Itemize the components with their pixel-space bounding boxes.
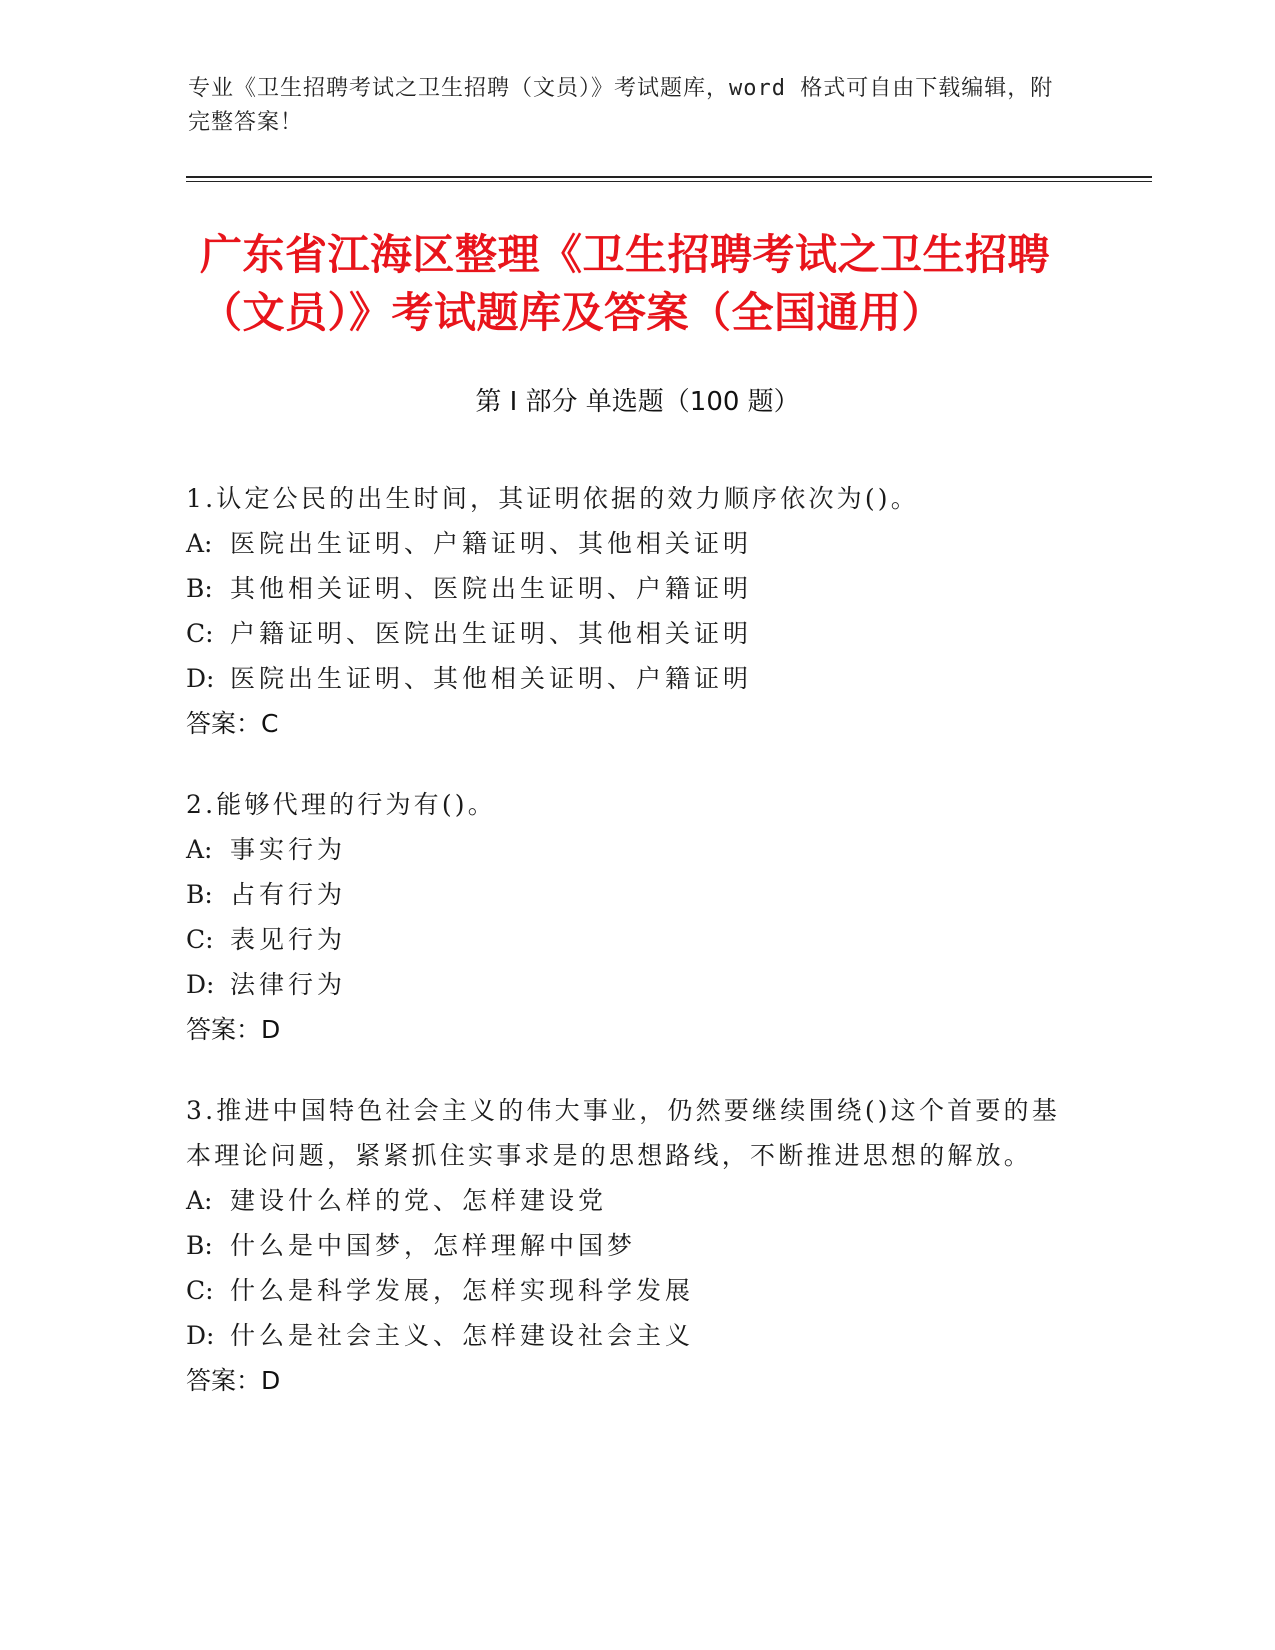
header-rule-thin — [186, 181, 1152, 182]
option-b — [186, 1223, 1066, 1268]
document-title: 广东省江海区整理《卫生招聘考试之卫生招聘（文员）》考试题库及答案（全国通用） — [200, 230, 1051, 337]
option-text: 户籍证明、医院出生证明、其他相关证明 — [230, 619, 753, 648]
option-letter: B: — [186, 880, 213, 909]
option-letter: A: — [186, 835, 213, 864]
option-text: 建设什么样的党、怎样建设党 — [230, 1186, 608, 1215]
option-letter: C: — [186, 1276, 214, 1305]
option-a — [186, 1178, 1066, 1223]
option-text: 医院出生证明、其他相关证明、户籍证明 — [230, 664, 753, 693]
option-letter: B: — [186, 574, 213, 603]
option-d — [186, 656, 1066, 701]
option-letter: D: — [186, 664, 215, 693]
question-stem: 3.推进中国特色社会主义的伟大事业，仍然要继续围绕()这个首要的基本理论问题，紧紧抓住实事求是的思想路线，不断推进思想的解放。 — [186, 1096, 1060, 1170]
option-letter: C: — [186, 925, 214, 954]
option-c — [186, 1268, 1066, 1313]
option-text: 事实行为 — [230, 835, 347, 864]
option-d — [186, 962, 1066, 1007]
answer-line: 答案：D — [186, 1015, 281, 1044]
option-letter: D: — [186, 970, 215, 999]
option-letter: B: — [186, 1231, 213, 1260]
option-c — [186, 611, 1066, 656]
option-a — [186, 827, 1066, 872]
option-c — [186, 917, 1066, 962]
option-text: 法律行为 — [230, 970, 347, 999]
option-b — [186, 872, 1066, 917]
header-rule-thick — [186, 176, 1152, 178]
option-text: 什么是科学发展，怎样实现科学发展 — [230, 1276, 695, 1305]
option-text: 什么是中国梦，怎样理解中国梦 — [230, 1231, 637, 1260]
option-letter: A: — [186, 1186, 213, 1215]
option-text: 医院出生证明、户籍证明、其他相关证明 — [230, 529, 753, 558]
answer-line: 答案：D — [186, 1366, 281, 1395]
question-3 — [186, 1088, 1066, 1403]
option-text: 其他相关证明、医院出生证明、户籍证明 — [230, 574, 753, 603]
option-b — [186, 566, 1066, 611]
option-letter: A: — [186, 529, 213, 558]
answer-line: 答案：C — [186, 709, 279, 738]
option-d — [186, 1313, 1066, 1358]
option-text: 什么是社会主义、怎样建设社会主义 — [230, 1321, 695, 1350]
question-list — [186, 476, 1066, 1439]
question-1 — [186, 476, 1066, 746]
section-heading: 第 I 部分 单选题（100 题） — [475, 387, 800, 417]
option-letter: C: — [186, 619, 214, 648]
option-text: 占有行为 — [230, 880, 347, 909]
option-letter: D: — [186, 1321, 215, 1350]
option-text: 表见行为 — [230, 925, 347, 954]
header-note: 专业《卫生招聘考试之卫生招聘（文员）》考试题库，word 格式可自由下载编辑，附完整答案！ — [188, 76, 1054, 135]
question-stem: 2.能够代理的行为有()。 — [186, 790, 496, 819]
question-stem: 1.认定公民的出生时间，其证明依据的效力顺序依次为()。 — [186, 484, 919, 513]
question-2 — [186, 782, 1066, 1052]
option-a — [186, 521, 1066, 566]
